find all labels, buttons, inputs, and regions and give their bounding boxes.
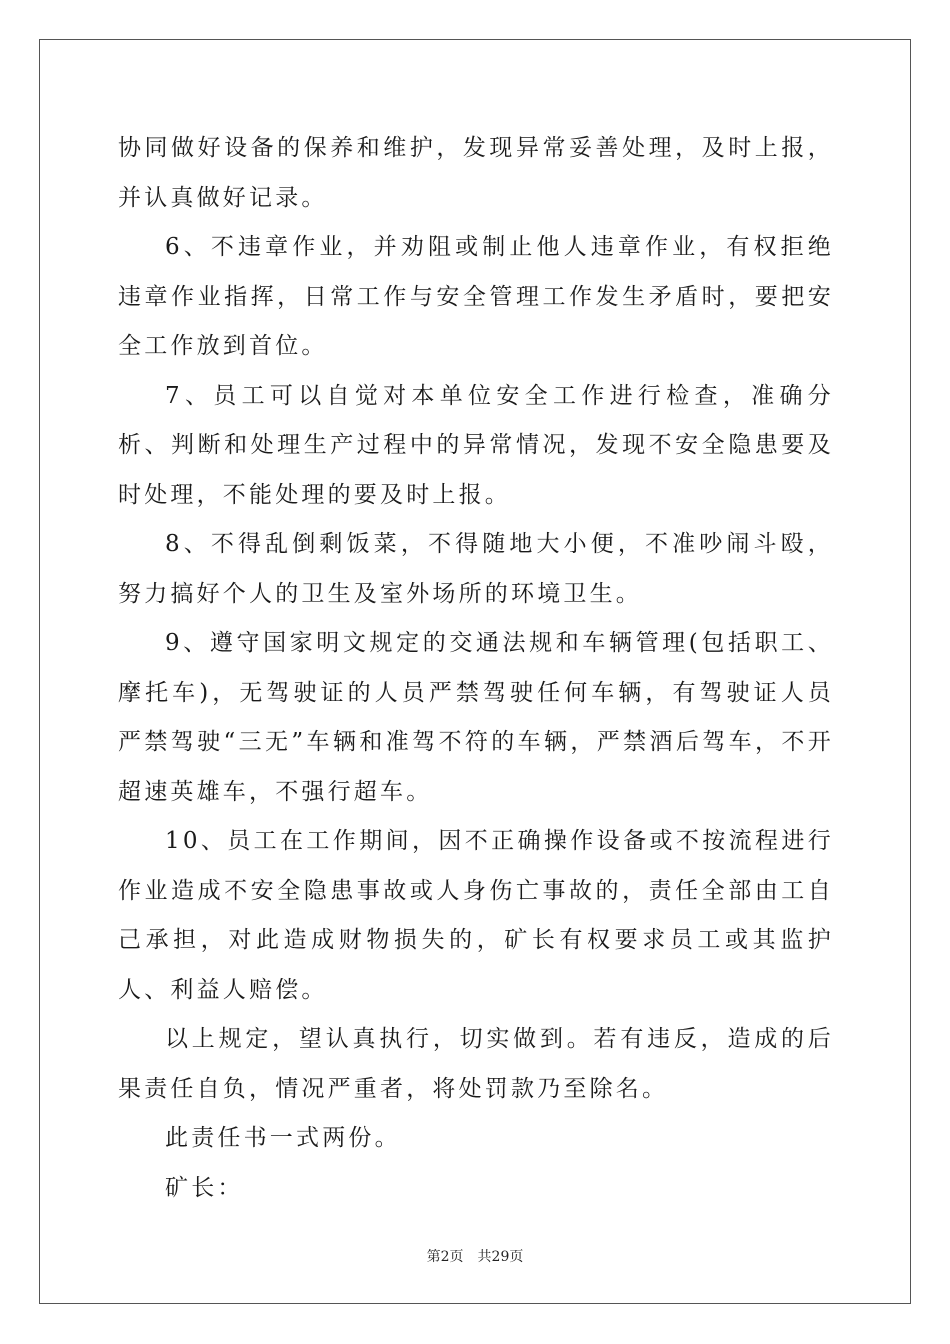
page-footer: [0, 1248, 950, 1266]
paragraph-item-9: 9、遵守国家明文规定的交通法规和车辆管理(包括职工、摩托车)，无驾驶证的人员严禁驾驶任何车辆，有驾驶证人员严禁驾驶“三无”车辆和准驾不符的车辆，严禁酒后驾车，不开超速英雄车，不强行超车。: [118, 630, 834, 805]
document-body: [118, 124, 834, 1213]
page-number: 第2页: [426, 1249, 464, 1265]
paragraph-continuation: 协同做好设备的保养和维护，发现异常妥善处理，及时上报，并认真做好记录。: [118, 135, 834, 211]
paragraph-item-10: 10、员工在工作期间，因不正确操作设备或不按流程进行作业造成不安全隐患事故或人身伤亡事故的，责任全部由工自己承担，对此造成财物损失的，矿长有权要求员工或其监护人、利益人赔偿。: [118, 828, 834, 1003]
paragraph-copies-note: 此责任书一式两份。: [165, 1125, 401, 1151]
paragraph-closing: 以上规定，望认真执行，切实做到。若有违反，造成的后果责任自负，情况严重者，将处罚款乃至除名。: [118, 1026, 834, 1102]
paragraph-item-6: 6、不违章作业，并劝阻或制止他人违章作业，有权拒绝违章作业指挥，日常工作与安全管理工作发生矛盾时，要把安全工作放到首位。: [118, 234, 834, 359]
signature-line-mine-manager: 矿长：: [165, 1174, 244, 1201]
page-total: 共29页: [477, 1249, 524, 1265]
paragraph-item-7: 7、员工可以自觉对本单位安全工作进行检查，准确分析、判断和处理生产过程中的异常情况，发现不安全隐患要及时处理，不能处理的要及时上报。: [118, 382, 834, 508]
paragraph-item-8: 8、不得乱倒剩饭菜，不得随地大小便，不准吵闹斗殴，努力搞好个人的卫生及室外场所的环境卫生。: [118, 531, 834, 607]
